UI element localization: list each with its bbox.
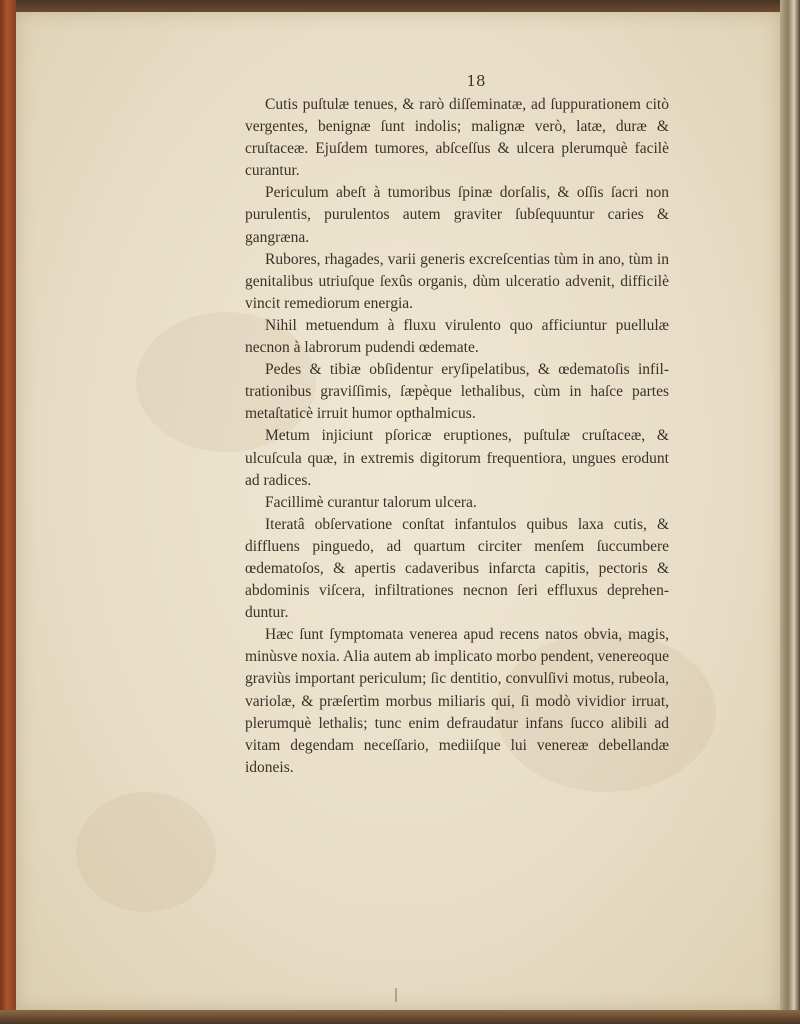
paragraph: Cutis puſtulæ tenues, & rarò diſſeminatæ, ad ſuppurationem citò vergentes, benignæ ſunt indolis; malignæ verò, latæ, duræ & cruſtaceæ. Ejuſdem tumores, abſceſſus & ulcera plerumquè facilè curantur. xyxy=(245,96,669,180)
paragraph: Hæc ſunt ſymptomata venerea apud recens natos obvia, magis, minùsve noxia. Alia autem ab implicato morbo pendent, venereoque graviùs important periculum; ſic dentitio, convulſivi motus, rubeola, variolæ, & præſertìm morbus miliaris qui, ſi modò vividior irruat, plerumquè lethalis; tunc enim defraudatur infans ſucco alibili ad vitam degendam neceſſario, mediiſque lui venereæ debellandæ idoneis. xyxy=(245,626,669,776)
paragraph: Periculum abeſt à tumoribus ſpinæ dorſalis, & oſſis ſacri non purulentis, purulentos autem graviter ſubſequuntur caries & gangræna. xyxy=(245,184,669,246)
paragraph: Metum injiciunt pſoricæ eruptiones, puſtulæ cruſtaceæ, & ulcuſcula quæ, in extremis digitorum frequentiora, ungues erodunt ad radices. xyxy=(245,427,669,489)
page-number: 18 xyxy=(466,72,486,90)
book-page xyxy=(16,12,780,1010)
left-binding-edge xyxy=(0,0,16,1024)
fold-mark xyxy=(395,988,397,1002)
paragraph: Nihil metuendum à fluxu virulento quo afficiuntur puellulæ necnon à labrorum pudendi œdemate. xyxy=(245,316,669,357)
paragraph: Rubores, rhagades, varii generis excreſcentias tùm in ano, tùm in genitalibus utriuſque ſexûs organis, dùm ulceratio advenit, difficilè vincit remediorum energia. xyxy=(245,250,669,312)
paragraph: Pedes & tibiæ obſidentur eryſipelatibus, & œdematoſis infiltrationibus graviſſimis, ſæpèque lethalibus, cùm in haſce partes metaſtaticè irruit humor opthalmicus. xyxy=(245,361,669,423)
bottom-book-edge xyxy=(0,1010,800,1024)
right-page-stack-edge xyxy=(780,0,800,1024)
paper-stain xyxy=(76,792,216,912)
paragraph: Iteratâ obſervatione conſtat infantulos quibus laxa cutis, & diffluens pinguedo, ad quartum circiter menſem ſuccumbere œdematoſos, & apertis cadaveribus infarcta capitis, pectoris & abdominis viſcera, infiltrationes necnon ſeri effluxus deprehenduntur. xyxy=(245,515,669,622)
paragraph: Facillimè curantur talorum ulcera. xyxy=(265,493,477,511)
body-text xyxy=(245,94,669,779)
top-book-edge xyxy=(0,0,800,12)
